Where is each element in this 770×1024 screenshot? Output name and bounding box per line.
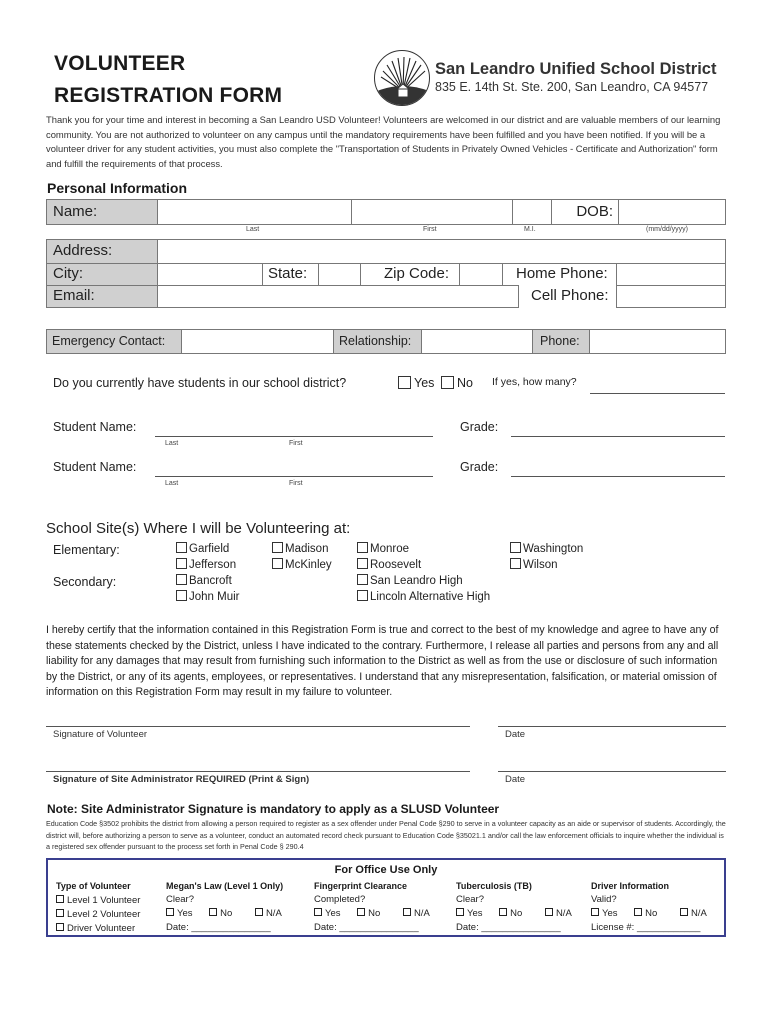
admin-signature-line[interactable] — [46, 771, 470, 772]
type-label: Driver Volunteer — [67, 923, 136, 934]
first-caption: First — [423, 226, 437, 233]
student-first-caption-2: First — [289, 480, 303, 487]
dob-input[interactable] — [618, 199, 726, 225]
district-name: San Leandro Unified School District — [435, 60, 717, 78]
admin-signature-label: Signature of Site Administrator REQUIRED (Print & Sign) — [53, 774, 310, 785]
type-of-volunteer-heading: Type of Volunteer — [56, 881, 131, 891]
admin-date-line[interactable] — [498, 771, 726, 772]
site-option-monroe[interactable] — [357, 542, 409, 555]
zip-input[interactable] — [459, 263, 503, 286]
name-label-cell — [46, 199, 158, 225]
yes-checkbox[interactable] — [166, 908, 174, 916]
site-label: Madison — [285, 543, 329, 555]
site-option-wilson[interactable] — [510, 558, 558, 571]
megans-question: Clear? — [166, 894, 194, 905]
yes-checkbox[interactable] — [456, 908, 464, 916]
na-label: N/A — [413, 908, 430, 919]
no-label: No — [510, 908, 523, 919]
no-label: No — [457, 376, 473, 390]
tb-heading: Tuberculosis (TB) — [456, 881, 532, 891]
na-label: N/A — [265, 908, 282, 919]
certification-paragraph: I hereby certify that the information contained in this Registration Form is true and correct to the best of my knowledge and agree to have any of these statements checked by the District, unless I have indicated to the contrary. Furthermore, I release all parties and persons from any and all liability for any damages that may result from furnishing such information to the District as well as from the use or disclosure of such information by the District, or any of its agents, employees, or representatives. I understand that any misrepresentation, falsification, or material omission of information on this Registration Form may result in my failure to volunteer. — [46, 624, 719, 699]
dob-label: DOB: — [576, 203, 613, 220]
checkbox[interactable] — [272, 542, 283, 553]
site-label: Garfield — [189, 543, 230, 555]
driver-info-heading: Driver Information — [591, 881, 670, 891]
yes-label: Yes — [325, 908, 341, 919]
relationship-label: Relationship: — [339, 334, 412, 348]
office-use-title: For Office Use Only — [334, 864, 438, 876]
state-input[interactable] — [318, 263, 361, 286]
na-checkbox[interactable] — [545, 908, 553, 916]
type-level1[interactable] — [56, 895, 140, 906]
type-driver[interactable] — [56, 923, 135, 934]
student-last-caption-2: Last — [165, 480, 179, 487]
mi-caption: M.I. — [524, 226, 536, 233]
megans-date[interactable]: Date: _______________ — [166, 922, 271, 933]
grade-input-1[interactable] — [511, 436, 725, 437]
personal-info-heading: Personal Information — [47, 180, 188, 196]
checkbox[interactable] — [357, 574, 368, 585]
form-title-line1: VOLUNTEER — [54, 52, 186, 75]
no-label: No — [645, 908, 658, 919]
email-label: Email: — [53, 287, 95, 304]
student-name-label-2: Student Name: — [53, 460, 137, 474]
site-label: Lincoln Alternative High — [370, 591, 491, 603]
phone-label-cell — [532, 329, 590, 354]
site-option-mckinley[interactable] — [272, 558, 332, 571]
fingerprint-heading: Fingerprint Clearance — [314, 881, 408, 891]
district-address: 835 E. 14th St. Ste. 200, San Leandro, CA 94577 — [435, 80, 709, 94]
fingerprint-date[interactable]: Date: _______________ — [314, 922, 419, 933]
cell-phone-label: Cell Phone: — [531, 287, 609, 304]
emergency-contact-input[interactable] — [181, 329, 334, 354]
checkbox[interactable] — [56, 923, 64, 931]
site-label: Jefferson — [189, 559, 237, 571]
form-title-line2: REGISTRATION FORM — [54, 84, 283, 107]
type-level2[interactable] — [56, 909, 140, 920]
volunteer-date-line[interactable] — [498, 726, 726, 727]
driver-license[interactable]: License #: ____________ — [591, 922, 701, 933]
type-label: Level 2 Volunteer — [67, 909, 141, 920]
site-label: McKinley — [285, 559, 332, 571]
na-label: N/A — [555, 908, 572, 919]
dob-label-cell — [552, 199, 618, 225]
no-checkbox[interactable] — [209, 908, 217, 916]
school-sites-heading: School Site(s) Where I will be Volunteering at: — [46, 520, 351, 537]
site-option-garfield[interactable] — [176, 542, 229, 555]
grade-label-1: Grade: — [460, 420, 499, 434]
site-label: Roosevelt — [370, 559, 422, 571]
intro-paragraph: Thank you for your time and interest in becoming a San Leandro USD Volunteer! Volunteers are welcomed in our district and are valuable members of our learning community. You are not authorized to volunteer on any campus until the mandatory requirements have been fulfilled and you have been notified. If you will be a volunteer driver for any student activities, you must also complete the "Transportation of Students in Privately Owned Vehicles - Certificate and Authorization" form and fulfill the requirements of that process. — [46, 114, 721, 169]
no-label: No — [368, 908, 381, 919]
site-label: San Leandro High — [370, 575, 463, 587]
checkbox[interactable] — [272, 558, 283, 569]
last-name-input[interactable] — [157, 199, 352, 225]
yes-checkbox[interactable] — [314, 908, 322, 916]
secondary-label: Secondary: — [53, 575, 117, 589]
state-label: State: — [268, 265, 308, 282]
no-checkbox[interactable] — [499, 908, 507, 916]
site-option-madison[interactable] — [272, 542, 328, 555]
driver-options[interactable] — [591, 908, 707, 919]
students-question: Do you currently have students in our school district? — [53, 376, 347, 390]
address-label: Address: — [53, 242, 113, 259]
checkbox[interactable] — [510, 558, 521, 569]
no-checkbox[interactable] — [441, 376, 454, 389]
checkbox[interactable] — [510, 542, 521, 553]
checkbox[interactable] — [176, 590, 187, 601]
how-many-label: If yes, how many? — [492, 376, 577, 388]
email-input[interactable] — [157, 285, 519, 308]
home-phone-input[interactable] — [616, 263, 726, 286]
na-checkbox[interactable] — [255, 908, 263, 916]
no-checkbox[interactable] — [634, 908, 642, 916]
site-label: Bancroft — [189, 575, 232, 587]
office-use-box — [46, 858, 726, 937]
volunteer-date-label: Date — [505, 729, 526, 740]
how-many-input[interactable] — [590, 393, 725, 394]
no-label: No — [220, 908, 233, 919]
volunteer-signature-line[interactable] — [46, 726, 470, 727]
checkbox[interactable] — [176, 574, 187, 585]
site-label: Wilson — [523, 559, 558, 571]
middle-initial-input[interactable] — [512, 199, 552, 225]
volunteer-signature-label: Signature of Volunteer — [53, 729, 148, 740]
student-name-label-1: Student Name: — [53, 420, 137, 434]
site-option-washington[interactable] — [510, 542, 583, 555]
city-label: City: — [53, 265, 83, 282]
home-phone-label: Home Phone: — [516, 265, 608, 282]
city-label-cell — [46, 263, 158, 286]
address-label-cell — [46, 239, 158, 264]
yes-checkbox[interactable] — [398, 376, 411, 389]
emergency-contact-label-cell — [46, 329, 182, 354]
type-label: Level 1 Volunteer — [67, 895, 141, 906]
checkbox[interactable] — [56, 895, 64, 903]
yes-label: Yes — [602, 908, 618, 919]
name-label: Name: — [53, 203, 98, 220]
tb-options[interactable] — [456, 908, 572, 919]
checkbox[interactable] — [357, 558, 368, 569]
yes-label: Yes — [177, 908, 193, 919]
yes-label: Yes — [414, 376, 435, 390]
yes-label: Yes — [467, 908, 483, 919]
date-format-caption: (mm/dd/yyyy) — [646, 226, 688, 233]
no-checkbox[interactable] — [357, 908, 365, 916]
megans-law-heading: Megan's Law (Level 1 Only) — [166, 881, 284, 891]
megans-options[interactable] — [166, 908, 282, 919]
relationship-label-cell — [333, 329, 422, 354]
tb-question: Clear? — [456, 894, 484, 905]
site-label: John Muir — [189, 591, 240, 603]
note-heading: Note: Site Administrator Signature is mandatory to apply as a SLUSD Volunteer — [47, 802, 500, 816]
grade-label-2: Grade: — [460, 460, 499, 474]
site-option-john-muir[interactable] — [176, 590, 240, 603]
student-first-caption-1: First — [289, 440, 303, 447]
fingerprint-question: Completed? — [314, 894, 366, 905]
na-checkbox[interactable] — [403, 908, 411, 916]
grade-input-2[interactable] — [511, 476, 725, 477]
na-label: N/A — [690, 908, 707, 919]
student-name-input-1[interactable] — [155, 436, 433, 437]
emergency-contact-label: Emergency Contact: — [52, 334, 166, 348]
site-label: Washington — [523, 543, 584, 555]
site-option-bancroft[interactable] — [176, 574, 232, 587]
emergency-phone-label: Phone: — [540, 334, 580, 348]
checkbox[interactable] — [176, 542, 187, 553]
address-input[interactable] — [157, 239, 726, 264]
site-label: Monroe — [370, 543, 409, 555]
students-no-option[interactable] — [441, 376, 473, 390]
student-last-caption-1: Last — [165, 440, 179, 447]
relationship-input[interactable] — [421, 329, 533, 354]
zip-label: Zip Code: — [384, 265, 450, 282]
cell-phone-input[interactable] — [616, 285, 726, 308]
checkbox[interactable] — [357, 590, 368, 601]
last-caption: Last — [246, 226, 260, 233]
student-name-input-2[interactable] — [155, 476, 433, 477]
first-name-input[interactable] — [351, 199, 513, 225]
site-option-roosevelt[interactable] — [357, 558, 421, 571]
elementary-label: Elementary: — [53, 543, 120, 557]
note-text: Education Code §3502 prohibits the district from allowing a person required to register as a sex offender under Penal Code §290 to serve in a volunteer capacity as an aide or supervisor of students. Accordingly, the district will, before authorizing a person to serve as a volunteer, conduct an automated record check pursuant to Education Code §35021.1 and/or call the law enforcement officials to inquire whether the individual is a registered sex offender pursuant to the process set forth in Penal Code § 290.4 — [46, 819, 726, 851]
yes-checkbox[interactable] — [591, 908, 599, 916]
site-option-jefferson[interactable] — [176, 558, 236, 571]
school-district-logo-icon — [374, 50, 430, 106]
checkbox[interactable] — [56, 909, 64, 917]
driver-question: Valid? — [591, 894, 617, 905]
admin-date-label: Date — [505, 774, 526, 785]
tb-date[interactable]: Date: _______________ — [456, 922, 561, 933]
site-option-san-leandro-high[interactable] — [357, 574, 463, 587]
emergency-phone-input[interactable] — [589, 329, 726, 354]
students-yes-option[interactable] — [398, 376, 434, 390]
email-label-cell — [46, 285, 158, 308]
fingerprint-options[interactable] — [314, 908, 430, 919]
checkbox[interactable] — [357, 542, 368, 553]
site-option-lincoln-alternative-high[interactable] — [357, 590, 490, 603]
na-checkbox[interactable] — [680, 908, 688, 916]
city-input[interactable] — [157, 263, 263, 286]
checkbox[interactable] — [176, 558, 187, 569]
